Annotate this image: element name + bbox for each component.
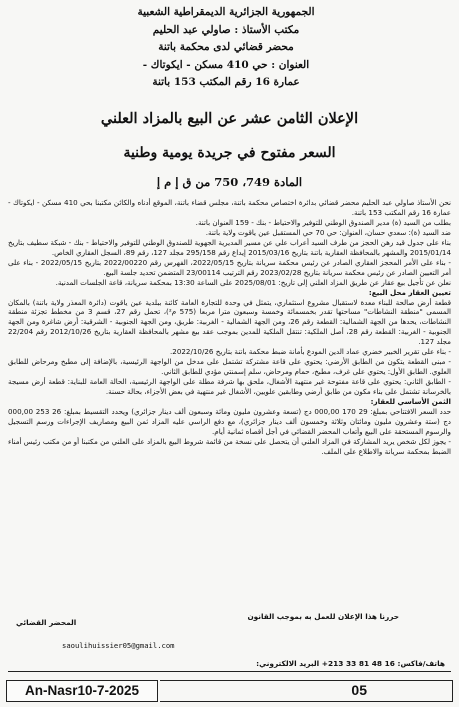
bailiff-office-header	[71, 4, 381, 92]
footer-divider	[8, 671, 451, 672]
body-paragraph: قطعة أرض صالحة للبناء معدة لاستقبال مشروع استثماري، يتمثل في وحدة للتجارة العامة كائنة ببلدية عين ياقوت (دائرة المعذر ولاية باتنة) بالمكان المسمى "منطقة النشاطات" مساحتها تقدر بخمسمائة وخمسة وسبعون مترا مربعا (575 م²)، تحمل رقم 27، قسم 3 من مخطط تجزئة منطقة النشاطات، يحدها من الجهة الشمالية: القطعة رقم 26، ومن الجهة الشمالية - الغربية: طريق، ومن الجهة الجنوبية - الشرقية: أرض شاغرة ومن الجهة الجنوبية - الغربية: القطعة رقم 28، أصل الملكية: تنتقل الملكية للمدين بموجب عقد بيع مشهر بالمحافظة العقارية بتاريخ 2012/10/26 رقم 22/204 مجلد 127.	[8, 297, 451, 347]
body-paragraph: الثمن الأساسي للعقار:	[370, 397, 451, 407]
body-paragraph: - يجوز لكل شخص يريد المشاركة في المزاد العلني أن يتحصل على نسخة من قائمة شروط البيع بالمزاد على العلني من مكتبنا أو من مكتب رئيس أمناء الضبط بمحكمة سريانة والاطلاع على الملف.	[8, 436, 451, 456]
notice-body	[8, 198, 451, 568]
header-line-building: عمارة 16 رقم المكتب 153 باتنة	[152, 76, 300, 88]
legal-article-reference: المادة 749، 750 من ق إ م إ	[156, 175, 303, 189]
body-paragraph: نحن الأستاذ صاولي عبد الحليم محضر قضائي بدائرة اختصاص محكمة باتنة، مجلس قضاء باتنة، الموقع أدناه والكائن مكتبنا بحي 410 مسكن - ايكوتاك - عمارة 16 رقم المكتب 153 باتنة.	[8, 198, 451, 217]
newspaper-issue-reference: An-Nasr10-7-2025	[6, 680, 158, 702]
header-line-address: العنوان : حي 410 مسكن - ايكوتاك -	[142, 58, 310, 71]
body-paragraph: نعلن عن تأجيل بيع عقار عن طريق المزاد العلني إلى تاريخ: 2025/08/01 على الساعة 13:30 بمحكمة سريانة، قاعة الجلسات المدنية.	[55, 277, 451, 287]
header-line-republic: الجمهورية الجزائرية الديمقراطية الشعبية	[137, 6, 315, 18]
header-line-office: مكتب الأستاذ : صاولي عبد الحليم	[152, 23, 300, 36]
body-paragraph: - بناء على تقرير الخبير خضري عماد الدين المودع بأمانة ضبط محكمة باتنة بتاريخ 2022/10/26.	[170, 347, 451, 357]
body-paragraph: - مبنى القطعة يتكون من الطابق الأرضي: يحتوي على قاعة مشتركة تشتمل على مدخل من الواجهة الرئيسية، بالإضافة إلى مطبخ ومرحاض للطابق العلوي. الطابق الأول: يحتوي على غرف، مطبخ، حمام ومرحاض، سلم إسمنتي مؤدي للطابق الثاني.	[8, 357, 451, 377]
contact-email[interactable]: saoulihuissier05@gmail.com	[62, 641, 175, 650]
body-paragraph: ضد السيد (ة): سعدي حسان، العنوان: حي 70 حي المستقبل عين ياقوت ولاية باتنة.	[205, 227, 451, 237]
bailiff-signature-label: المحضر القضائي	[16, 618, 77, 627]
header-line-court: محضر قضائي لدى محكمة باتنة	[158, 41, 294, 53]
closing-statement: حررنا هذا الإعلان للعمل به بموجب القانون	[247, 612, 399, 621]
body-paragraph: بطلب من السيد (ة) مدير الصندوق الوطني للتوفير والاحتياط - بنك - 159 العنوان باتنة.	[195, 217, 451, 227]
body-paragraph: حدد السعر الافتتاحي بمبلغ: 29 170 000,00 دج (تسعة وعشرون مليون ومائة وسبعون ألف دينار جزائري) ويحدد التقسيط بمبلغ: 26 253 000,00 دج (ستة وعشرون مليون ومائتان وثلاثة وخمسون ألف دينار جزائري)، مع دفع الراسي عليه المزاد ثمن البيع ومصاريف الإجراءات ورسم التسجيل والرسوم المستحقة على البيع وأتعاب المحضر القضائي في أجل أقصاه ثمانية أيام.	[8, 407, 451, 436]
page-number-box	[160, 680, 453, 702]
contact-phone-line: هاتف/فاكس: 16 48 81 33 213+ البريد الالكتروني:	[256, 659, 445, 668]
body-paragraph: بناء على جدول قيد رهن الحجز من طرف السيد أعراب علي عن مسير المديرية الجهوية للصندوق الوطني للتوفير والاحتياط - بنك - شبكة سطيف بتاريخ 2015/01/14 والمشهر بالمحافظة العقارية باتنة بتاريخ 2015/03/16 إيداع رقم 295/158 مجلد 127، رقم 89، السجل العقاري الخاص.	[8, 237, 451, 257]
body-paragraph: - الطابق الثاني: يحتوي على قاعة مفتوحة غير منتهية الأشغال، ملحق بها شرفة مطلة على الواجهة الرئيسية، الحالة العامة للبناية: قطعة أرض مسيجة بالخرسانة تشتمل على بناء مكون من طابق أرضي وطابقين علويين، الأشغال غير منتهية في بعض الأجزاء، بحالة حسنة.	[8, 377, 451, 397]
body-paragraph: تعيين العقار محل البيع:	[368, 287, 451, 297]
page-number: 05	[351, 682, 367, 698]
notice-title: الإعلان الثامن عشر عن البيع بالمزاد العلني	[100, 110, 359, 127]
price-open-subtitle: السعر مفتوح في جريدة يومية وطنية	[123, 145, 336, 161]
body-paragraph: - بناء على الأمر المحجز العقاري الصادر عن رئيس محكمة سريانة بتاريخ 2022/05/15، الفهرس رقم 2022/00220 بتاريخ 2022/05/15 - بناء على أمر التعيين الصادر عن رئيس محكمة سريانة بتاريخ 2023/02/28 رقم الترتيب 23/00114 المتضمن تحديد جلسة البيع.	[8, 257, 451, 277]
